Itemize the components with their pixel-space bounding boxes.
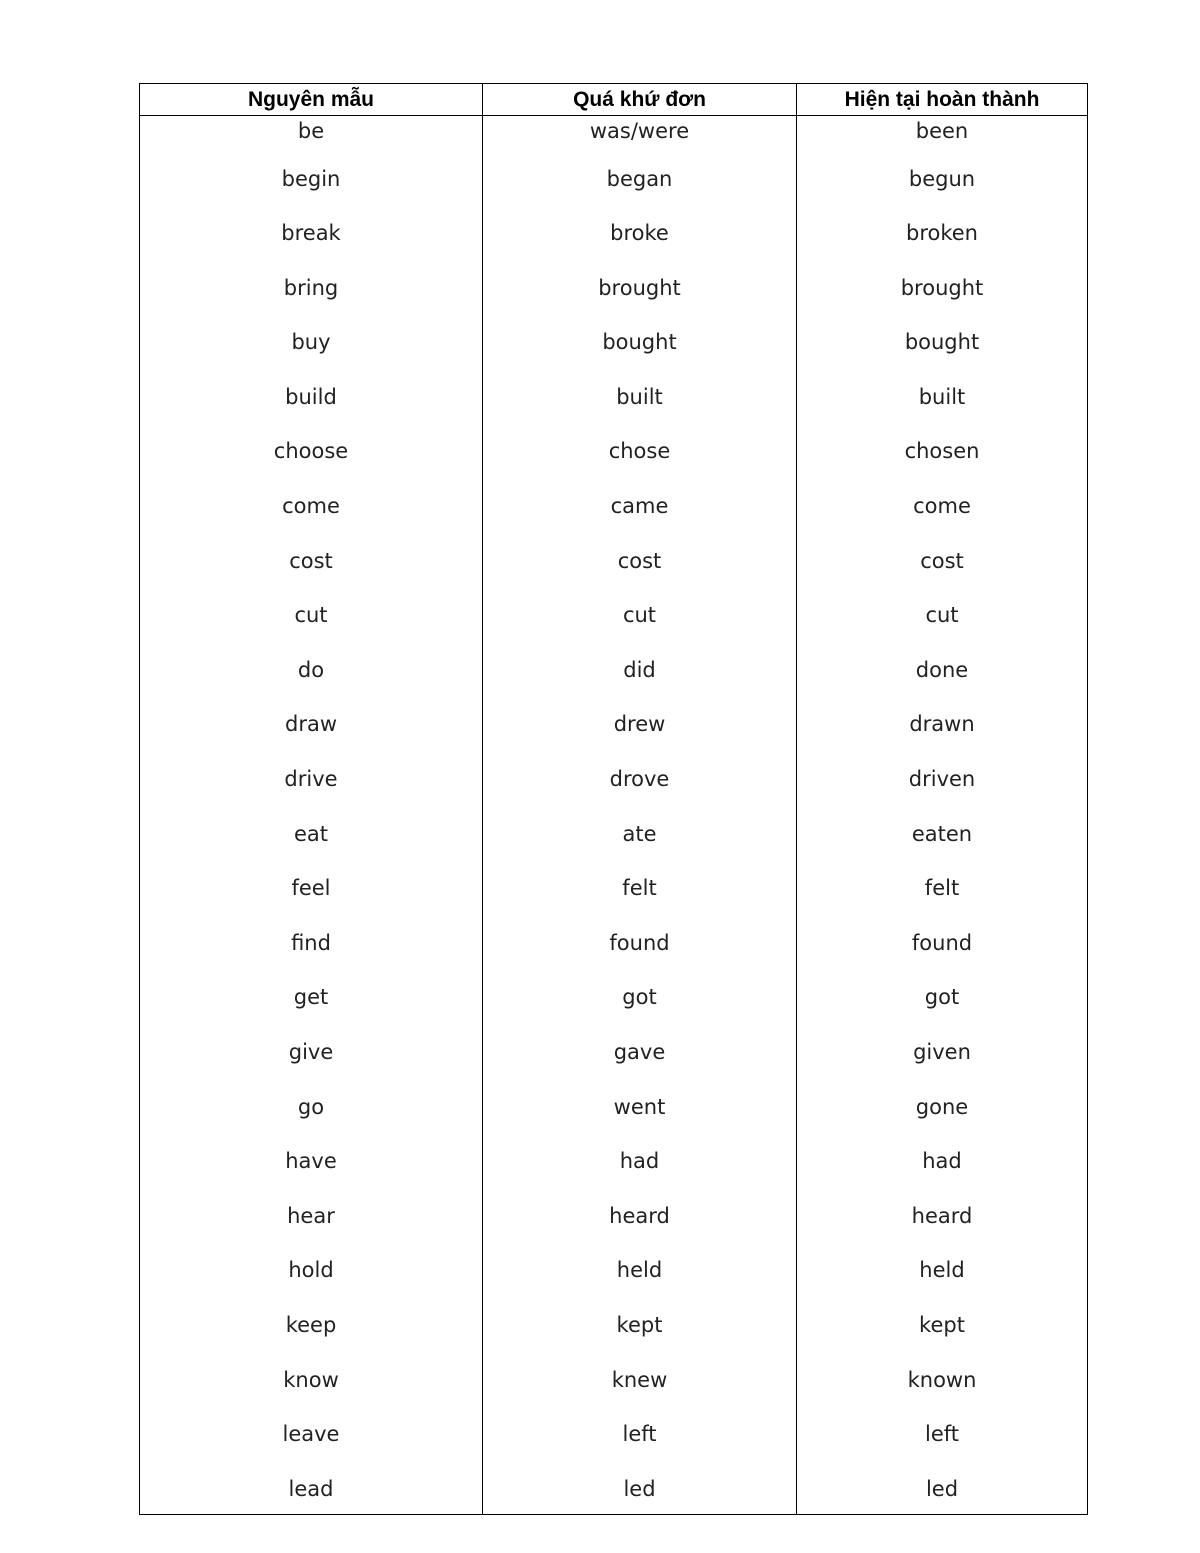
table-row [140, 1091, 1088, 1146]
table-row [140, 599, 1088, 654]
table-row [140, 927, 1088, 982]
table-row [140, 818, 1088, 873]
table-body [140, 116, 1088, 1515]
cell-past-simple: went [483, 1091, 797, 1146]
cell-present-perfect: led [797, 1473, 1088, 1515]
table-row [140, 116, 1088, 163]
cell-past-simple: felt [483, 872, 797, 927]
table-row [140, 1145, 1088, 1200]
cell-past-simple: found [483, 927, 797, 982]
cell-present-perfect: driven [797, 763, 1088, 818]
header-present-perfect: Hiện tại hoàn thành [797, 84, 1088, 116]
cell-infinitive: go [140, 1091, 483, 1146]
cell-past-simple: brought [483, 272, 797, 327]
cell-present-perfect: eaten [797, 818, 1088, 873]
cell-past-simple: had [483, 1145, 797, 1200]
cell-past-simple: knew [483, 1364, 797, 1419]
cell-infinitive: buy [140, 326, 483, 381]
cell-present-perfect: gone [797, 1091, 1088, 1146]
cell-present-perfect: cut [797, 599, 1088, 654]
cell-infinitive: choose [140, 435, 483, 490]
cell-present-perfect: known [797, 1364, 1088, 1419]
cell-infinitive: leave [140, 1418, 483, 1473]
cell-infinitive: cut [140, 599, 483, 654]
table-row [140, 381, 1088, 436]
cell-present-perfect: had [797, 1145, 1088, 1200]
cell-past-simple: drew [483, 708, 797, 763]
table-row [140, 872, 1088, 927]
cell-present-perfect: drawn [797, 708, 1088, 763]
cell-past-simple: drove [483, 763, 797, 818]
cell-past-simple: gave [483, 1036, 797, 1091]
table-header-row [140, 84, 1088, 116]
cell-past-simple: got [483, 981, 797, 1036]
cell-present-perfect: broken [797, 217, 1088, 272]
cell-infinitive: get [140, 981, 483, 1036]
cell-past-simple: led [483, 1473, 797, 1515]
table-row [140, 708, 1088, 763]
cell-past-simple: built [483, 381, 797, 436]
cell-present-perfect: brought [797, 272, 1088, 327]
table-row [140, 1254, 1088, 1309]
cell-infinitive: bring [140, 272, 483, 327]
cell-present-perfect: begun [797, 163, 1088, 218]
cell-infinitive: draw [140, 708, 483, 763]
cell-infinitive: have [140, 1145, 483, 1200]
cell-past-simple: did [483, 654, 797, 709]
cell-infinitive: keep [140, 1309, 483, 1364]
cell-past-simple: left [483, 1418, 797, 1473]
cell-infinitive: build [140, 381, 483, 436]
cell-present-perfect: bought [797, 326, 1088, 381]
cell-past-simple: broke [483, 217, 797, 272]
cell-infinitive: break [140, 217, 483, 272]
table-row [140, 272, 1088, 327]
cell-present-perfect: given [797, 1036, 1088, 1091]
table-row [140, 1364, 1088, 1419]
cell-present-perfect: found [797, 927, 1088, 982]
cell-past-simple: cut [483, 599, 797, 654]
cell-past-simple: bought [483, 326, 797, 381]
header-infinitive: Nguyên mẫu [140, 84, 483, 116]
cell-past-simple: cost [483, 545, 797, 600]
table-row [140, 1036, 1088, 1091]
cell-present-perfect: got [797, 981, 1088, 1036]
cell-past-simple: ate [483, 818, 797, 873]
table-row [140, 545, 1088, 600]
cell-present-perfect: held [797, 1254, 1088, 1309]
cell-infinitive: feel [140, 872, 483, 927]
table-row [140, 217, 1088, 272]
cell-present-perfect: cost [797, 545, 1088, 600]
cell-infinitive: know [140, 1364, 483, 1419]
table-row [140, 763, 1088, 818]
cell-past-simple: began [483, 163, 797, 218]
table-row [140, 1200, 1088, 1255]
cell-past-simple: kept [483, 1309, 797, 1364]
table-row [140, 1309, 1088, 1364]
header-past-simple: Quá khứ đơn [483, 84, 797, 116]
cell-present-perfect: chosen [797, 435, 1088, 490]
cell-present-perfect: kept [797, 1309, 1088, 1364]
cell-present-perfect: been [797, 116, 1088, 163]
cell-past-simple: came [483, 490, 797, 545]
table-row [140, 163, 1088, 218]
document-page [139, 83, 1087, 1515]
table-row [140, 490, 1088, 545]
cell-infinitive: hear [140, 1200, 483, 1255]
table-row [140, 981, 1088, 1036]
cell-present-perfect: built [797, 381, 1088, 436]
cell-past-simple: heard [483, 1200, 797, 1255]
cell-infinitive: find [140, 927, 483, 982]
cell-infinitive: do [140, 654, 483, 709]
cell-past-simple: was/were [483, 116, 797, 163]
cell-infinitive: drive [140, 763, 483, 818]
cell-infinitive: cost [140, 545, 483, 600]
cell-infinitive: eat [140, 818, 483, 873]
cell-present-perfect: come [797, 490, 1088, 545]
cell-present-perfect: left [797, 1418, 1088, 1473]
cell-infinitive: be [140, 116, 483, 163]
cell-infinitive: begin [140, 163, 483, 218]
cell-present-perfect: felt [797, 872, 1088, 927]
table-row [140, 654, 1088, 709]
cell-present-perfect: heard [797, 1200, 1088, 1255]
cell-present-perfect: done [797, 654, 1088, 709]
cell-infinitive: hold [140, 1254, 483, 1309]
cell-infinitive: lead [140, 1473, 483, 1515]
cell-past-simple: chose [483, 435, 797, 490]
table-row [140, 1473, 1088, 1515]
table-row [140, 435, 1088, 490]
cell-infinitive: come [140, 490, 483, 545]
irregular-verbs-table [139, 83, 1088, 1515]
table-row [140, 326, 1088, 381]
cell-infinitive: give [140, 1036, 483, 1091]
table-row [140, 1418, 1088, 1473]
cell-past-simple: held [483, 1254, 797, 1309]
